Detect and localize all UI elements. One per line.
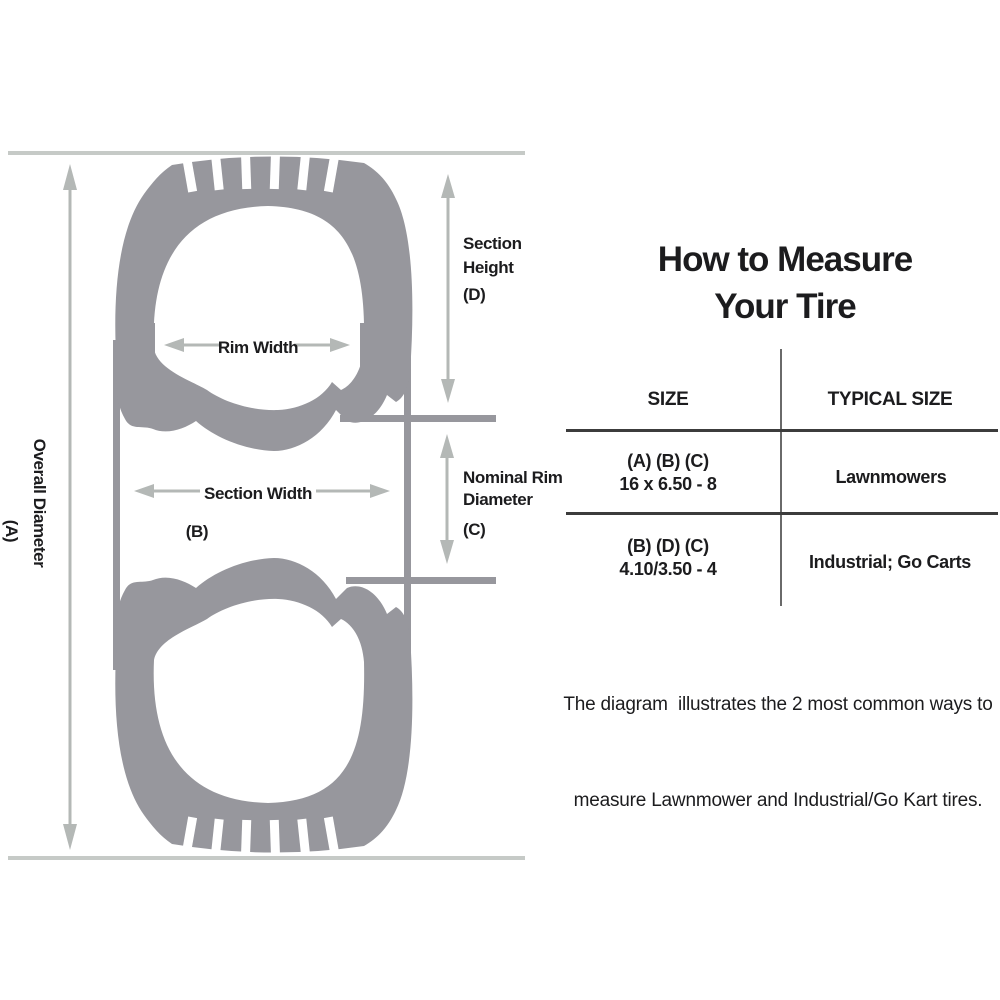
nominal-rim-line2: Diameter [463,490,533,509]
section-height-line1: Section [463,234,522,253]
nominal-rim-diameter-arrow [440,434,454,564]
section-height-arrow [441,174,455,403]
page-title-line2: Your Tire [714,287,856,326]
section-height-key: (D) [463,285,486,304]
section-width-label: Section Width [204,484,312,503]
section-width-key: (B) [185,522,209,541]
tire-cross-section-bottom [115,558,412,862]
caption-line2: measure Lawnmower and Industrial/Go Kart tires. [573,790,983,811]
table-header-size: SIZE [647,389,689,410]
caption-line1: The diagram illustrates the 2 most common ways to [563,694,993,715]
section-height-label [463,232,522,280]
caption [552,625,1000,881]
top-boundary-line [8,151,525,155]
row2-size-keys: (B) (D) (C) [627,536,709,556]
nominal-rim-key: (C) [463,520,486,539]
rim-flange-left [150,323,155,399]
row1-size-value: 16 x 6.50 - 8 [619,474,717,494]
overall-diameter-arrow [63,164,77,850]
rim-line-bottom [346,577,496,584]
row2-size-value: 4.10/3.50 - 4 [619,559,717,579]
row2-typical: Industrial; Go Carts [808,552,972,572]
table-header-rule [566,429,998,432]
table-row-rule [566,512,998,515]
table-header-typical-size: TYPICAL SIZE [827,389,953,410]
tire-cross-section-top [115,147,412,451]
section-height-line2: Height [463,258,514,277]
nominal-rim-label [463,467,563,511]
nominal-rim-line1: Nominal Rim [463,468,563,487]
table-row [568,535,768,581]
page-title [560,236,1000,330]
row1-typical: Lawnmowers [835,467,947,487]
table-row [568,450,768,496]
rim-flange-right [360,323,365,399]
rim-width-label: Rim Width [217,338,299,357]
row1-size-keys: (A) (B) (C) [627,451,709,471]
page-title-line1: How to Measure [657,240,913,279]
bottom-boundary-line [8,856,525,860]
overall-diameter-key: (A) [2,519,21,543]
overall-diameter-label: Overall Diameter [30,438,49,568]
